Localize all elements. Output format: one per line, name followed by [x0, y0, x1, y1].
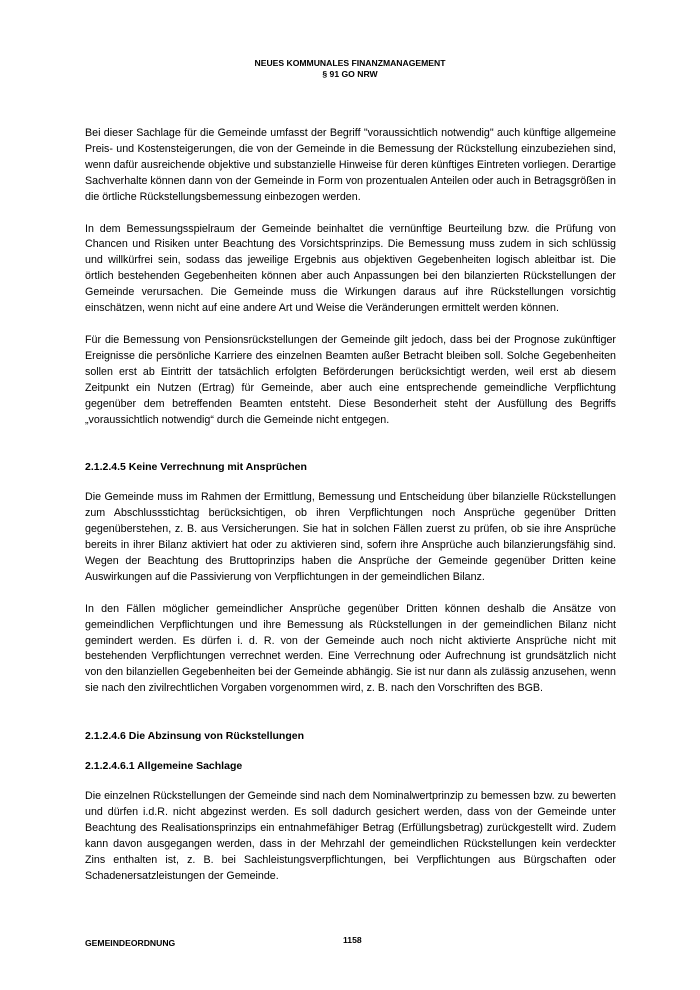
section-heading: 2.1.2.4.6 Die Abzinsung von Rückstellungen [85, 730, 304, 743]
header-section: § 91 GO NRW [322, 69, 378, 79]
paragraph: Für die Bemessung von Pensionsrückstellungen der Gemeinde gilt jedoch, dass bei der Prognose zukünftiger Ereignisse die persönliche Karriere des einzelnen Beamten außer Betracht bleiben soll. Solche Gegebenheiten sollen erst ab Eintritt der tatsächlich erfolgten Beförderungen berücksichtigt werden, weil erst ab diesem Zeitpunkt ein Nutzen (Ertrag) für Gemeinde, aber auch eine entsprechende gemeindliche Verpflichtung gegenüber dem betreffenden Beamten entsteht. Diese Besonderheit steht der Ausfüllung des Begriffs „voraussichtlich notwendig“ durch die Gemeinde nicht entgegen. [85, 333, 616, 426]
document-body [85, 126, 616, 884]
paragraph: Bei dieser Sachlage für die Gemeinde umfasst der Begriff "voraussichtlich notwendig" auch künftige allgemeine Preis- und Kostensteigerungen, die von der Gemeinde in die Bemessung der Rückstellung einzubeziehen sind, wenn dafür ausreichende objektive und substanzielle Hinweise für deren künftiges Eintreten vorliegen. Derartige Sachverhalte können dann von der Gemeinde in Form von prozentualen Anteilen oder auch in Betragsgrößen in die örtliche Rückstellungsbemessung einbezogen werden. [85, 127, 616, 203]
footer-label: GEMEINDEORDNUNG [85, 938, 176, 948]
paragraph: In dem Bemessungsspielraum der Gemeinde beinhaltet die vernünftige Beurteilung bzw. die Prüfung von Chancen und Risiken unter Beachtung des Vorsichtsprinzips. Die Bemessung muss zudem in sich schlüssig und willkürfrei sein, sodass das jeweilige Ergebnis aus objektiven Gegebenheiten logisch ableitbar ist. Die örtlich bestehenden Gegebenheiten können aber auch Anpassungen bei den bilanzierten Rückstellungen der Gemeinde verursachen. Die Gemeinde muss die Wirkungen daraus auf ihre Rückstellungen vorsichtig einschätzen, wenn nicht auf eine andere Art und Weise die Veränderungen ermittelt werden können. [85, 222, 616, 315]
paragraph: In den Fällen möglicher gemeindlicher Ansprüche gegenüber Dritten können deshalb die Ansätze von gemeindlichen Verpflichtungen und ihre Bemessung als Rückstellungen in der gemeindlichen Bilanz nicht gemindert werden. Es dürfen i. d. R. von der Gemeinde auch noch nicht aktivierte Ansprüche nicht mit bestehenden Verpflichtungen verrechnet werden. Eine Verrechnung oder Aufrechnung ist grundsätzlich nicht von den bilanziellen Gegebenheiten bei der Gemeinde abhängig. Sie ist nur dann als zulässig anzusehen, wenn sie nach den zivilrechtlichen Vorgaben vorgenommen wird, z. B. nach den Vorschriften des BGB. [85, 602, 616, 695]
section-heading: 2.1.2.4.5 Keine Verrechnung mit Ansprüchen [85, 461, 307, 474]
paragraph: Die einzelnen Rückstellungen der Gemeinde sind nach dem Nominalwertprinzip zu bemessen bzw. zu bewerten und dürfen i.d.R. nicht abgezinst werden. Es soll dadurch gesichert werden, dass von der Gemeinde unter Beachtung des Realisationsprinzips ein entnahmefähiger Betrag (Erfüllungsbetrag) zurückgestellt wird. Zudem kann davon ausgegangen werden, dass in der Mehrzahl der gemeindlichen Rückstellungen kein verdeckter Zins enthalten ist, z. B. bei Sachleistungsverpflichtungen, bei Verpflichtungen aus Bürgschaften oder Schadenersatzleistungen der Gemeinde. [85, 790, 616, 882]
header-title: NEUES KOMMUNALES FINANZMANAGEMENT [254, 58, 446, 68]
page-number: 1158 [343, 935, 362, 945]
subsection-heading: 2.1.2.4.6.1 Allgemeine Sachlage [85, 760, 243, 773]
paragraph: Die Gemeinde muss im Rahmen der Ermittlung, Bemessung und Entscheidung über bilanzielle Rückstellungen zum Abschlussstichtag berücksichtigen, ob ihren Verpflichtungen noch Ansprüche gegenüber Dritten gegenüberstehen, z. B. aus Versicherungen. Sie hat in solchen Fällen zuerst zu prüfen, ob sie ihre Ansprüche bereits in ihrer Bilanz aktiviert hat oder zu aktivieren sind, sofern ihre Ansprüche auch bilanzierungsfähig sind. Wegen der Beachtung des Bruttoprinzips haben die Ansprüche der Gemeinde gegenüber Dritten keine Auswirkungen auf die Passivierung von Verpflichtungen in der gemeindlichen Bilanz. [85, 491, 616, 583]
page-header [0, 58, 700, 80]
